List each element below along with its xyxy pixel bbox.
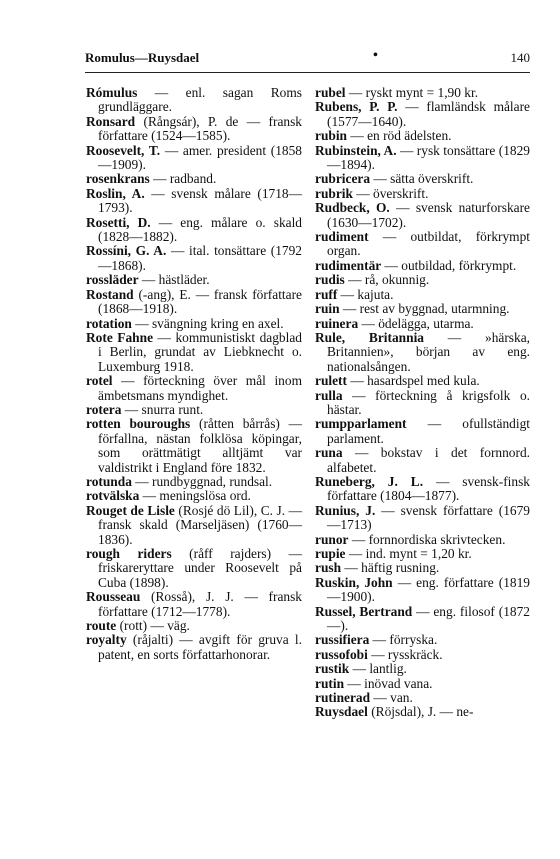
entry-definition: — rest av byggnad, utarmning. — [339, 301, 510, 317]
entry-headword: royalty — [86, 632, 127, 648]
entry-definition: — ital. tonsättare (1792—1868). — [98, 243, 303, 273]
entry-definition: (rott) — väg. — [116, 618, 190, 634]
entry-headword: rubricera — [315, 171, 371, 187]
entry-definition: — häftig rusning. — [341, 560, 440, 576]
dictionary-entry — [86, 417, 302, 475]
entry-headword: ruff — [315, 286, 338, 302]
entry-headword: rumpparlament — [315, 416, 407, 432]
entry-definition: (Röjsdal), J. — ne- — [367, 704, 474, 720]
entry-definition: (-ang), E. — fransk författare (1868—1918). — [98, 286, 302, 317]
running-header — [85, 50, 530, 70]
dictionary-entry — [315, 648, 530, 662]
dictionary-entry — [86, 633, 302, 662]
entry-headword: rotunda — [86, 473, 132, 489]
dictionary-entry — [315, 273, 530, 287]
entry-headword: rotation — [86, 315, 132, 331]
dictionary-entry — [315, 259, 530, 273]
entry-definition: — lantlig. — [349, 661, 407, 677]
entry-definition: — överskrift. — [352, 185, 429, 201]
entry-headword: russofobi — [315, 646, 368, 662]
entry-definition: — fornnordiska skrivtecken. — [348, 531, 506, 547]
dictionary-entry — [86, 288, 302, 317]
entry-headword: Ronsard — [86, 113, 136, 129]
entry-headword: Rostand — [86, 286, 134, 302]
entry-headword: ruin — [315, 301, 340, 317]
entry-headword: Rule, Britannia — [315, 329, 424, 345]
entry-headword: Rote Fahne — [86, 329, 154, 345]
dictionary-entry — [315, 302, 530, 316]
entry-definition: — en röd ädelsten. — [347, 128, 452, 144]
entry-headword: ruinera — [315, 315, 359, 331]
dictionary-entry — [315, 172, 530, 186]
dictionary-entry — [315, 201, 530, 230]
entry-headword: Rubens, P. P. — [315, 99, 398, 115]
entry-definition: — svensk naturforskare (1630—1702). — [327, 200, 531, 230]
dictionary-entry — [315, 605, 530, 634]
dictionary-entry — [315, 561, 530, 575]
entry-definition: — förteckning över mål inom ämbetsmans myndighet. — [98, 373, 302, 403]
entry-definition: — radband. — [149, 171, 217, 187]
entry-headword: rudis — [315, 272, 345, 288]
entry-definition: — kajuta. — [337, 286, 394, 302]
entry-headword: rush — [315, 560, 342, 576]
entry-definition: — rå, okunnig. — [344, 272, 430, 288]
entry-definition: — rysskräck. — [367, 646, 443, 662]
dictionary-entry — [315, 288, 530, 302]
entry-headword: rudimentär — [315, 257, 382, 273]
dictionary-entry — [86, 115, 302, 144]
dictionary-entry — [86, 172, 302, 186]
entry-definition: (Rångsár), P. de — fransk författare (1524—1585). — [98, 113, 302, 144]
dictionary-entry — [86, 590, 302, 619]
entry-definition: (råtten bårrås) — förfallna, nästan folklösa köpingar, som orättmätigt alltjämt var valdistrikt i England före 1832. — [98, 416, 303, 475]
entry-headword: route — [86, 618, 117, 634]
entry-headword: Rouget de Lisle — [86, 502, 175, 518]
entry-headword: rustik — [315, 661, 350, 677]
entry-definition: — ind. mynt = 1,20 kr. — [345, 546, 472, 561]
entry-headword: Roslin, A. — [86, 185, 145, 201]
entry-headword: Rudbeck, O. — [315, 200, 390, 216]
dictionary-entry — [315, 446, 530, 475]
dictionary-entry — [86, 374, 302, 403]
dictionary-entry — [315, 504, 530, 533]
entry-definition: — rysk tonsättare (1829—1894). — [327, 142, 530, 173]
dictionary-entry — [315, 389, 530, 418]
entry-headword: rosenkrans — [86, 171, 150, 187]
dictionary-entry — [86, 547, 302, 590]
running-title: Romulus—Ruysdael — [85, 50, 200, 65]
entry-definition: (Rosjé dö Lil), C. J. — fransk skald (Marseljäsen) (1760—1836). — [98, 502, 302, 547]
entry-headword: Rómulus — [86, 85, 138, 100]
dictionary-entry — [315, 662, 530, 676]
entry-definition: — eng. filosof (1872—). — [327, 603, 530, 634]
entry-headword: Rossíni, G. A. — [86, 243, 167, 259]
entry-definition: — bokstav i det fornnord. alfabetet. — [327, 445, 530, 475]
entry-definition: — svensk målare (1718—1793). — [98, 185, 302, 216]
entry-headword: Russel, Bertrand — [315, 603, 413, 619]
entry-definition: — ryskt mynt = 1,90 kr. — [345, 85, 479, 100]
entry-headword: rutin — [315, 675, 345, 691]
entry-headword: rulla — [315, 387, 343, 403]
entry-headword: Rousseau — [86, 589, 141, 605]
entry-definition: — förteckning å krigsfolk o. hästar. — [327, 387, 530, 417]
entry-headword: rossläder — [86, 272, 139, 288]
dictionary-entry — [86, 216, 302, 245]
dictionary-entry — [86, 244, 302, 273]
entry-headword: runa — [315, 445, 343, 461]
entry-definition: — »härska, Britannien», början av eng. nationalsången. — [327, 329, 530, 374]
right-column — [315, 86, 530, 720]
dictionary-entry — [86, 619, 302, 633]
entry-definition: — eng. författare (1819—1900). — [327, 574, 530, 605]
entry-headword: Runius, J. — [315, 502, 376, 518]
entry-definition: — amer. president (1858—1909). — [98, 142, 302, 173]
header-rule — [85, 72, 530, 73]
entry-definition: — outbildad, förkrympt. — [381, 257, 517, 273]
dictionary-entry — [315, 691, 530, 705]
entry-definition: — meningslösa ord. — [139, 488, 251, 504]
dictionary-entry — [315, 374, 530, 388]
dictionary-entry — [315, 187, 530, 201]
dictionary-entry — [86, 187, 302, 216]
dictionary-entry — [86, 504, 302, 547]
entry-definition: (Rosså), J. J. — fransk författare (1712—1778). — [98, 589, 302, 619]
dictionary-entry — [315, 100, 530, 129]
page-number: 140 — [510, 50, 530, 65]
dictionary-entry — [315, 677, 530, 691]
entry-definition: — enl. sagan Roms grundläggare. — [98, 85, 302, 115]
dictionary-entry — [315, 417, 530, 446]
entry-headword: Ruysdael — [315, 704, 368, 720]
entry-definition: — svensk författare (1679—1713) — [327, 502, 530, 533]
entry-headword: Runeberg, J. L. — [315, 473, 424, 489]
entry-headword: rulett — [315, 373, 347, 389]
entry-headword: rotel — [86, 373, 113, 389]
dictionary-entry — [86, 317, 302, 331]
entry-definition: — snurra runt. — [121, 401, 204, 417]
entry-headword: Roosevelt, T. — [86, 142, 161, 158]
entry-definition: — rundbyggnad, rundsal. — [131, 473, 273, 489]
entry-headword: rubrik — [315, 185, 353, 201]
entry-definition: — förryska. — [369, 632, 438, 648]
entry-definition: — hasardspel med kula. — [346, 373, 480, 389]
left-column — [86, 86, 302, 662]
entry-headword: rubel — [315, 85, 346, 100]
entry-definition: — eng. målare o. skald (1828—1882). — [98, 214, 303, 245]
entry-definition: — sätta överskrift. — [370, 171, 474, 187]
entry-headword: rutinerad — [315, 690, 371, 706]
entry-definition: — ödelägga, utarma. — [358, 315, 474, 331]
entry-headword: russifiera — [315, 632, 370, 648]
entry-headword: runor — [315, 531, 349, 547]
entry-headword: rubin — [315, 128, 348, 144]
dictionary-entry — [86, 273, 302, 287]
entry-headword: rotvälska — [86, 488, 140, 504]
entry-definition: (råjalti) — avgift för gruva l. patent, en sorts författarhonorar. — [98, 632, 302, 662]
dictionary-entry — [86, 86, 302, 115]
dictionary-entry — [315, 230, 530, 259]
dictionary-entry — [315, 633, 530, 647]
dictionary-entry — [315, 86, 530, 100]
dictionary-entry — [315, 129, 530, 143]
entry-definition: — outbildat, förkrympt organ. — [327, 229, 530, 259]
dictionary-entry — [315, 533, 530, 547]
entry-definition: — svängning kring en axel. — [131, 315, 284, 331]
entry-definition: — kommunistiskt dagblad i Berlin, grundat av Liebknecht o. Luxemburg 1918. — [98, 329, 302, 374]
dictionary-entry — [86, 489, 302, 503]
entry-definition: — hästläder. — [138, 272, 210, 288]
dictionary-entry — [315, 317, 530, 331]
entry-definition: — flamländsk målare (1577—1640). — [327, 99, 531, 129]
entry-definition: — svensk-finsk författare (1804—1877). — [327, 473, 530, 504]
dictionary-entry — [315, 576, 530, 605]
entry-definition: — inövad vana. — [344, 675, 433, 691]
entry-definition: — van. — [370, 690, 413, 706]
dictionary-entry — [86, 475, 302, 489]
entry-headword: Rosetti, D. — [86, 214, 151, 230]
entry-headword: rupie — [315, 546, 346, 561]
entry-headword: rudiment — [315, 229, 369, 245]
dictionary-entry — [315, 475, 530, 504]
dictionary-entry — [86, 331, 302, 374]
entry-headword: rotera — [86, 401, 122, 417]
dictionary-entry — [315, 331, 530, 374]
entry-headword: rotten bouroughs — [86, 416, 191, 432]
dictionary-entry — [315, 547, 530, 561]
entry-definition: — ofullständigt parlament. — [327, 416, 530, 446]
dictionary-entry — [315, 144, 530, 173]
entry-headword: Rubinstein, A. — [315, 142, 397, 158]
header-dot: • — [373, 48, 378, 63]
entry-headword: Ruskin, John — [315, 574, 393, 590]
entry-headword: rough riders — [86, 546, 172, 561]
dictionary-entry — [86, 403, 302, 417]
entry-definition: (råff rajders) — friskareryttare under Roosevelt på Cuba (1898). — [98, 546, 302, 590]
dictionary-entry — [86, 144, 302, 173]
dictionary-entry — [315, 705, 530, 719]
